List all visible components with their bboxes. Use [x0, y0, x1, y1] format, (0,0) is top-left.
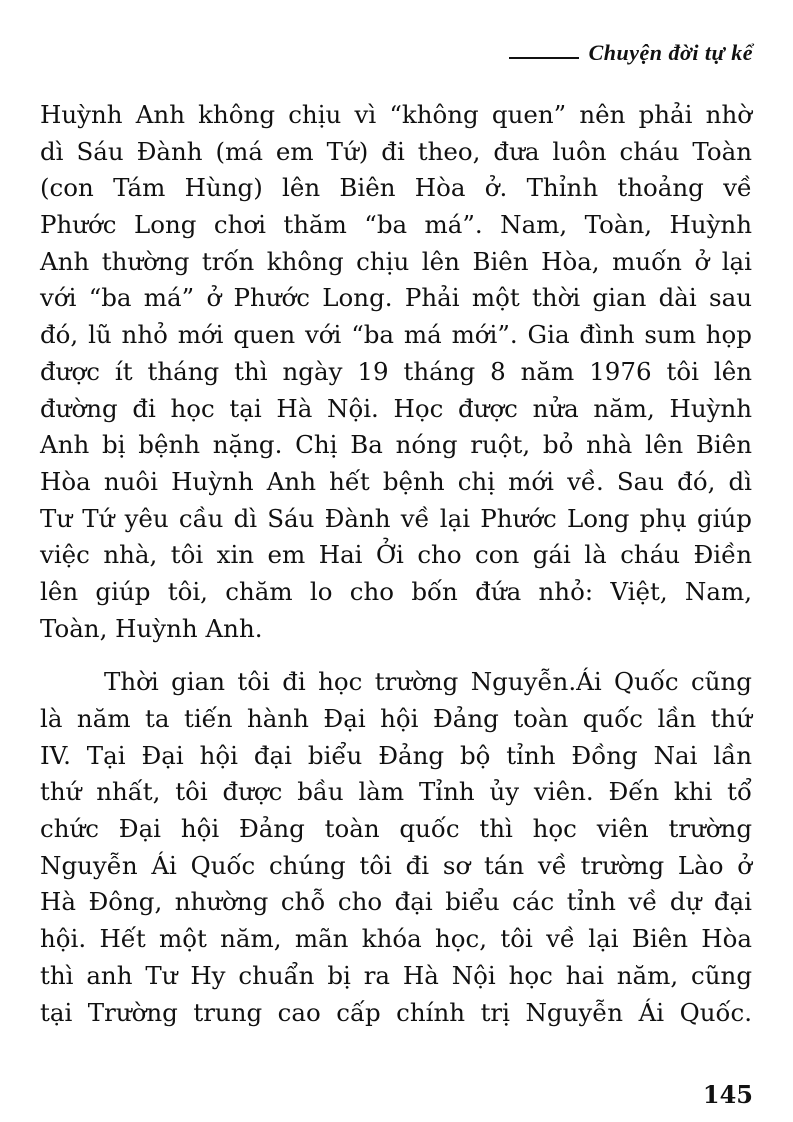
- text-line: dì Sáu Đành (má em Tứ) đi theo, đưa luôn cháu Toàn: [40, 136, 752, 166]
- paragraph-2: [40, 664, 752, 1031]
- text-line: đường đi học tại Hà Nội. Học được nửa năm, Huỳnh: [40, 393, 752, 423]
- text-line: thứ nhất, tôi được bầu làm Tỉnh ủy viên. Đến khi tổ: [40, 777, 752, 807]
- running-header: [509, 40, 753, 66]
- text-line: việc nhà, tôi xin em Hai Ởi cho con gái là cháu Điền: [40, 540, 752, 570]
- text-line: Tư Tứ yêu cầu dì Sáu Đành về lại Phước Long phụ giúp: [40, 503, 752, 533]
- text-line: chức Đại hội Đảng toàn quốc thì học viên trường: [40, 814, 752, 844]
- header-rule: [509, 57, 579, 59]
- body-text: [40, 97, 752, 1031]
- text-line: Toàn, Huỳnh Anh.: [40, 613, 263, 643]
- text-line: lên giúp tôi, chăm lo cho bốn đứa nhỏ: Việt, Nam,: [40, 576, 752, 606]
- text-line: là năm ta tiến hành Đại hội Đảng toàn quốc lần thứ: [40, 704, 752, 733]
- text-line: Anh bị bệnh nặng. Chị Ba nóng ruột, bỏ nhà lên Biên: [40, 430, 752, 460]
- running-title: Chuyện đời tự kể: [588, 40, 753, 65]
- text-line: Hà Đông, nhường chỗ cho đại biểu các tỉnh về dự đại: [40, 887, 752, 917]
- text-line: Hòa nuôi Huỳnh Anh hết bệnh chị mới về. Sau đó, dì: [40, 466, 752, 496]
- page-number: 145: [702, 1080, 753, 1109]
- text-line: (con Tám Hùng) lên Biên Hòa ở. Thỉnh thoảng về: [40, 173, 752, 203]
- text-line: Anh thường trốn không chịu lên Biên Hòa, muốn ở lại: [40, 246, 752, 276]
- text-line: hội. Hết một năm, mãn khóa học, tôi về lại Biên Hòa: [40, 924, 752, 954]
- text-line: được ít tháng thì ngày 19 tháng 8 năm 1976 tôi lên: [40, 356, 752, 386]
- text-line: thì anh Tư Hy chuẩn bị ra Hà Nội học hai năm, cũng: [40, 960, 752, 990]
- text-line: Phước Long chơi thăm “ba má”. Nam, Toàn, Huỳnh: [40, 210, 752, 240]
- text-line: Thời gian tôi đi học trường Nguyễn.Ái Quốc cũng: [104, 667, 752, 697]
- text-line: đó, lũ nhỏ mới quen với “ba má mới”. Gia đình sum họp: [40, 320, 752, 350]
- text-line: Nguyễn Ái Quốc chúng tôi đi sơ tán về trường Lào ở: [40, 850, 752, 880]
- text-line: IV. Tại Đại hội đại biểu Đảng bộ tỉnh Đồng Nai lần: [40, 740, 752, 770]
- paragraph-1: [40, 97, 752, 647]
- text-line: Huỳnh Anh không chịu vì “không quen” nên phải nhờ: [40, 100, 752, 129]
- text-line: tại Trường trung cao cấp chính trị Nguyễn Ái Quốc.: [40, 997, 752, 1027]
- text-line: với “ba má” ở Phước Long. Phải một thời gian dài sau: [40, 283, 752, 313]
